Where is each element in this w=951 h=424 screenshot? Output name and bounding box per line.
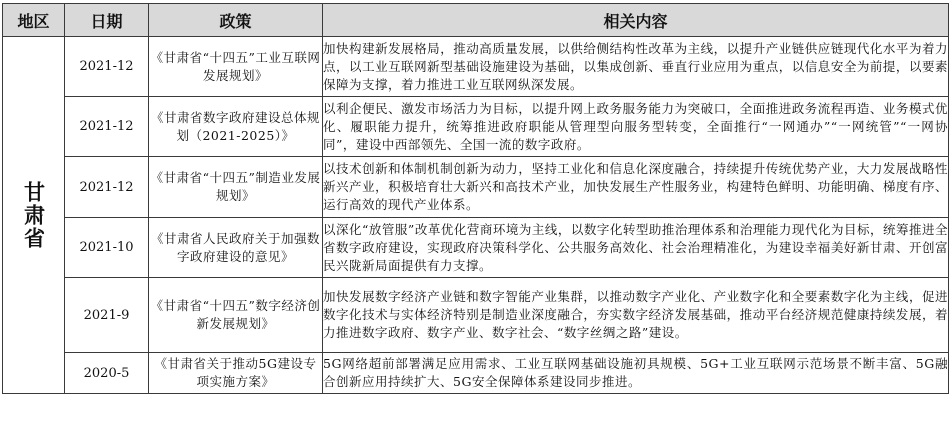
date-cell: 2021-12 (65, 157, 149, 218)
content-cell: 以技术创新和体制机制创新为动力，坚持工业化和信息化深度融合，持续提升传统优势产业，大力发展战略性新兴产业，积极培育壮大新兴和高技术产业，加快发展生产性服务业，构建特色鲜明、功能明确、梯度有序、运行高效的现代产业体系。 (323, 157, 949, 218)
header-policy: 政策 (149, 4, 323, 37)
content-cell: 加快构建新发展格局，推动高质量发展，以供给侧结构性改革为主线，以提升产业链供应链现代化水平为着力点，以工业互联网新型基础设施建设为基础，以集成创新、垂直行业应用为重点，以信息安全为前提，以要素保障为支撑，着力推进工业互联网纵深发展。 (323, 37, 949, 97)
region-cell: 甘肃省 (3, 37, 65, 394)
header-content: 相关内容 (323, 4, 949, 37)
table-row (3, 278, 949, 353)
policy-cell: 《甘肃省数字政府建设总体规划（2021-2025）》 (149, 97, 323, 157)
header-date: 日期 (65, 4, 149, 37)
content-cell: 以利企便民、激发市场活力为目标，以提升网上政务服务能力为突破口，全面推进政务流程再造、业务模式优化、履职能力提升，统筹推进政府职能从管理型向服务型转变，全面推行“一网通办”“一网统管”“一网协同”，建设中西部领先、全国一流的数字政府。 (323, 97, 949, 157)
header-row (3, 4, 949, 37)
date-cell: 2021-10 (65, 218, 149, 278)
header-region: 地区 (3, 4, 65, 37)
table-row (3, 97, 949, 157)
date-cell: 2021-12 (65, 97, 149, 157)
content-cell: 加快发展数字经济产业链和数字智能产业集群，以推动数字产业化、产业数字化和全要素数字化为主线，促进数字化技术与实体经济特别是制造业深度融合，夯实数字经济发展基础，推动平台经济规范健康持续发展，着力推进数字政府、数字产业、数字社会、“数字丝绸之路”建设。 (323, 278, 949, 353)
table-row (3, 37, 949, 97)
policy-table (2, 3, 949, 394)
policy-cell: 《甘肃省“十四五”制造业发展规划》 (149, 157, 323, 218)
table-row (3, 218, 949, 278)
policy-cell: 《甘肃省人民政府关于加强数字政府建设的意见》 (149, 218, 323, 278)
content-cell: 5G网络超前部署满足应用需求、工业互联网基础设施初具规模、5G+工业互联网示范场景不断丰富、5G融合创新应用持续扩大、5G安全保障体系建设同步推进。 (323, 353, 949, 394)
date-cell: 2021-12 (65, 37, 149, 97)
date-cell: 2020-5 (65, 353, 149, 394)
policy-cell: 《甘肃省“十四五”工业互联网发展规划》 (149, 37, 323, 97)
policy-cell: 《甘肃省关于推动5G建设专项实施方案》 (149, 353, 323, 394)
policy-cell: 《甘肃省“十四五”数字经济创新发展规划》 (149, 278, 323, 353)
content-cell: 以深化“放管服”改革优化营商环境为主线，以数字化转型助推治理体系和治理能力现代化为目标，统筹推进全省数字政府建设，实现政府决策科学化、公共服务高效化、社会治理精准化，为建设幸福美好新甘肃、开创富民兴陇新局面提供有力支撑。 (323, 218, 949, 278)
date-cell: 2021-9 (65, 278, 149, 353)
table-row (3, 353, 949, 394)
table-row (3, 157, 949, 218)
